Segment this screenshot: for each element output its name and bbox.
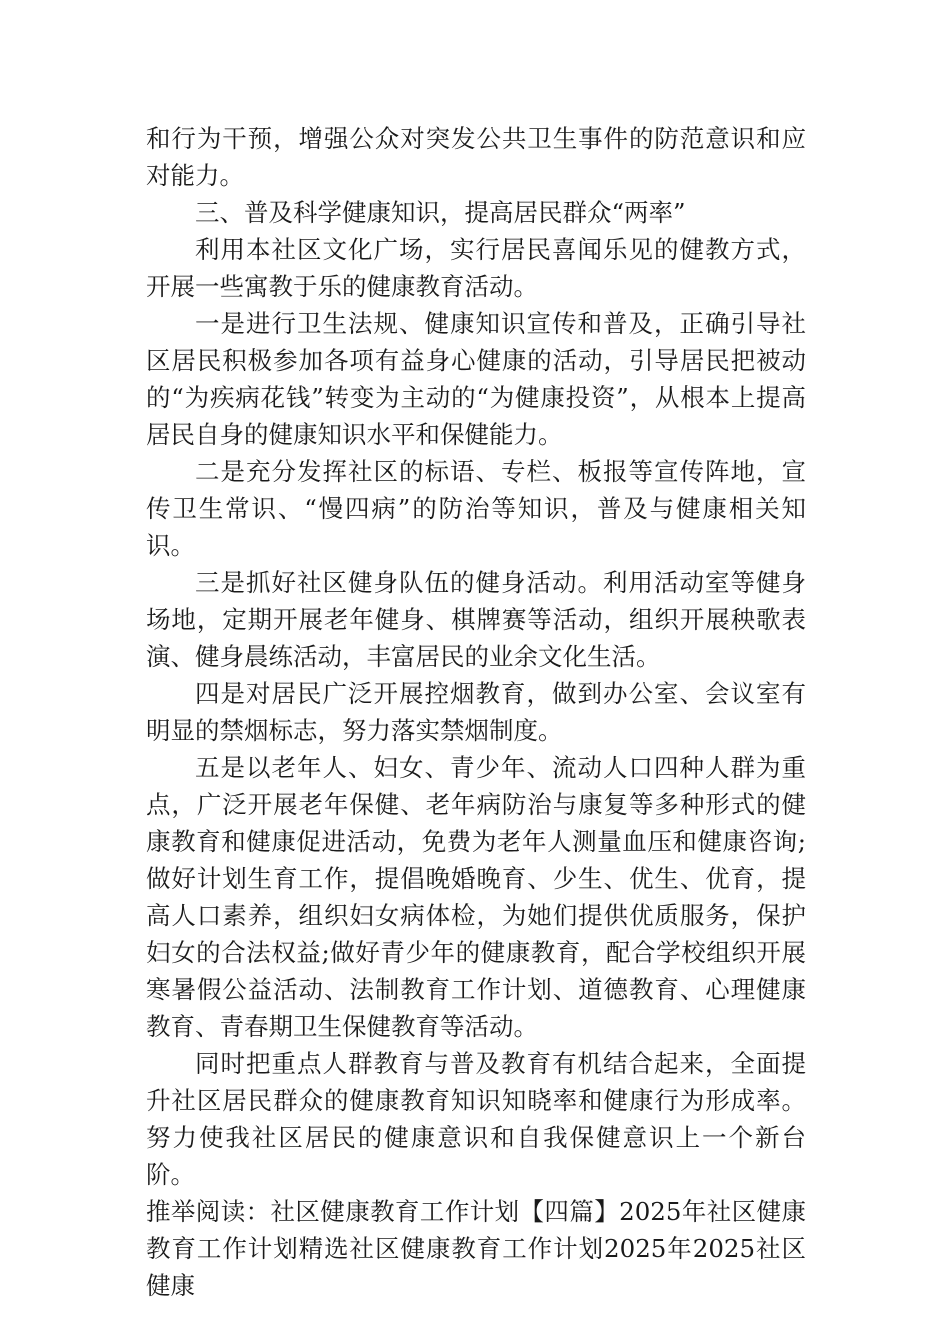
- paragraph-item-1: 一是进行卫生法规、健康知识宣传和普及，正确引导社区居民积极参加各项有益身心健康的活动，引导居民把被动的“为疾病花钱”转变为主动的“为健康投资”，从根本上提高居民自身的健康知识水平和保健能力。: [146, 309, 806, 449]
- paragraph-item-5: 五是以老年人、妇女、青少年、流动人口四种人群为重点，广泛开展老年保健、老年病防治与康复等多种形式的健康教育和健康促进活动，免费为老年人测量血压和健康咨询;做好计划生育工作，提倡晚婚晚育、少生、优生、优育，提高人口素养，组织妇女病体检，为她们提供优质服务，保护妇女的合法权益;做好青少年的健康教育，配合学校组织开展寒暑假公益活动、法制教育工作计划、道德教育、心理健康教育、青春期卫生保健教育等活动。: [146, 753, 806, 1041]
- section-heading: 三、普及科学健康知识，提高居民群众“两率”: [195, 198, 686, 227]
- paragraph-conclusion: 同时把重点人群教育与普及教育有机结合起来，全面提升社区居民群众的健康教育知识知晓率和健康行为形成率。努力使我社区居民的健康意识和自我保健意识上一个新台阶。: [146, 1049, 806, 1189]
- paragraph-item-2: 二是充分发挥社区的标语、专栏、板报等宣传阵地，宣传卫生常识、“慢四病”的防治等知识，普及与健康相关知识。: [146, 457, 806, 560]
- document-page: [146, 120, 806, 1304]
- paragraph-item-3: 三是抓好社区健身队伍的健身活动。利用活动室等健身场地，定期开展老年健身、棋牌赛等活动，组织开展秧歌表演、健身晨练活动，丰富居民的业余文化生活。: [146, 568, 806, 671]
- paragraph-continuation: 和行为干预，增强公众对突发公共卫生事件的防范意识和应对能力。: [146, 124, 806, 190]
- paragraph-intro: 利用本社区文化广场，实行居民喜闻乐见的健教方式，开展一些寓教于乐的健康教育活动。: [146, 235, 806, 301]
- paragraph-item-4: 四是对居民广泛开展控烟教育，做到办公室、会议室有明显的禁烟标志，努力落实禁烟制度。: [146, 679, 806, 745]
- recommended-reading[interactable]: 推举阅读：社区健康教育工作计划【四篇】2025年社区健康教育工作计划精选社区健康教育工作计划2025年2025社区健康: [146, 1197, 806, 1300]
